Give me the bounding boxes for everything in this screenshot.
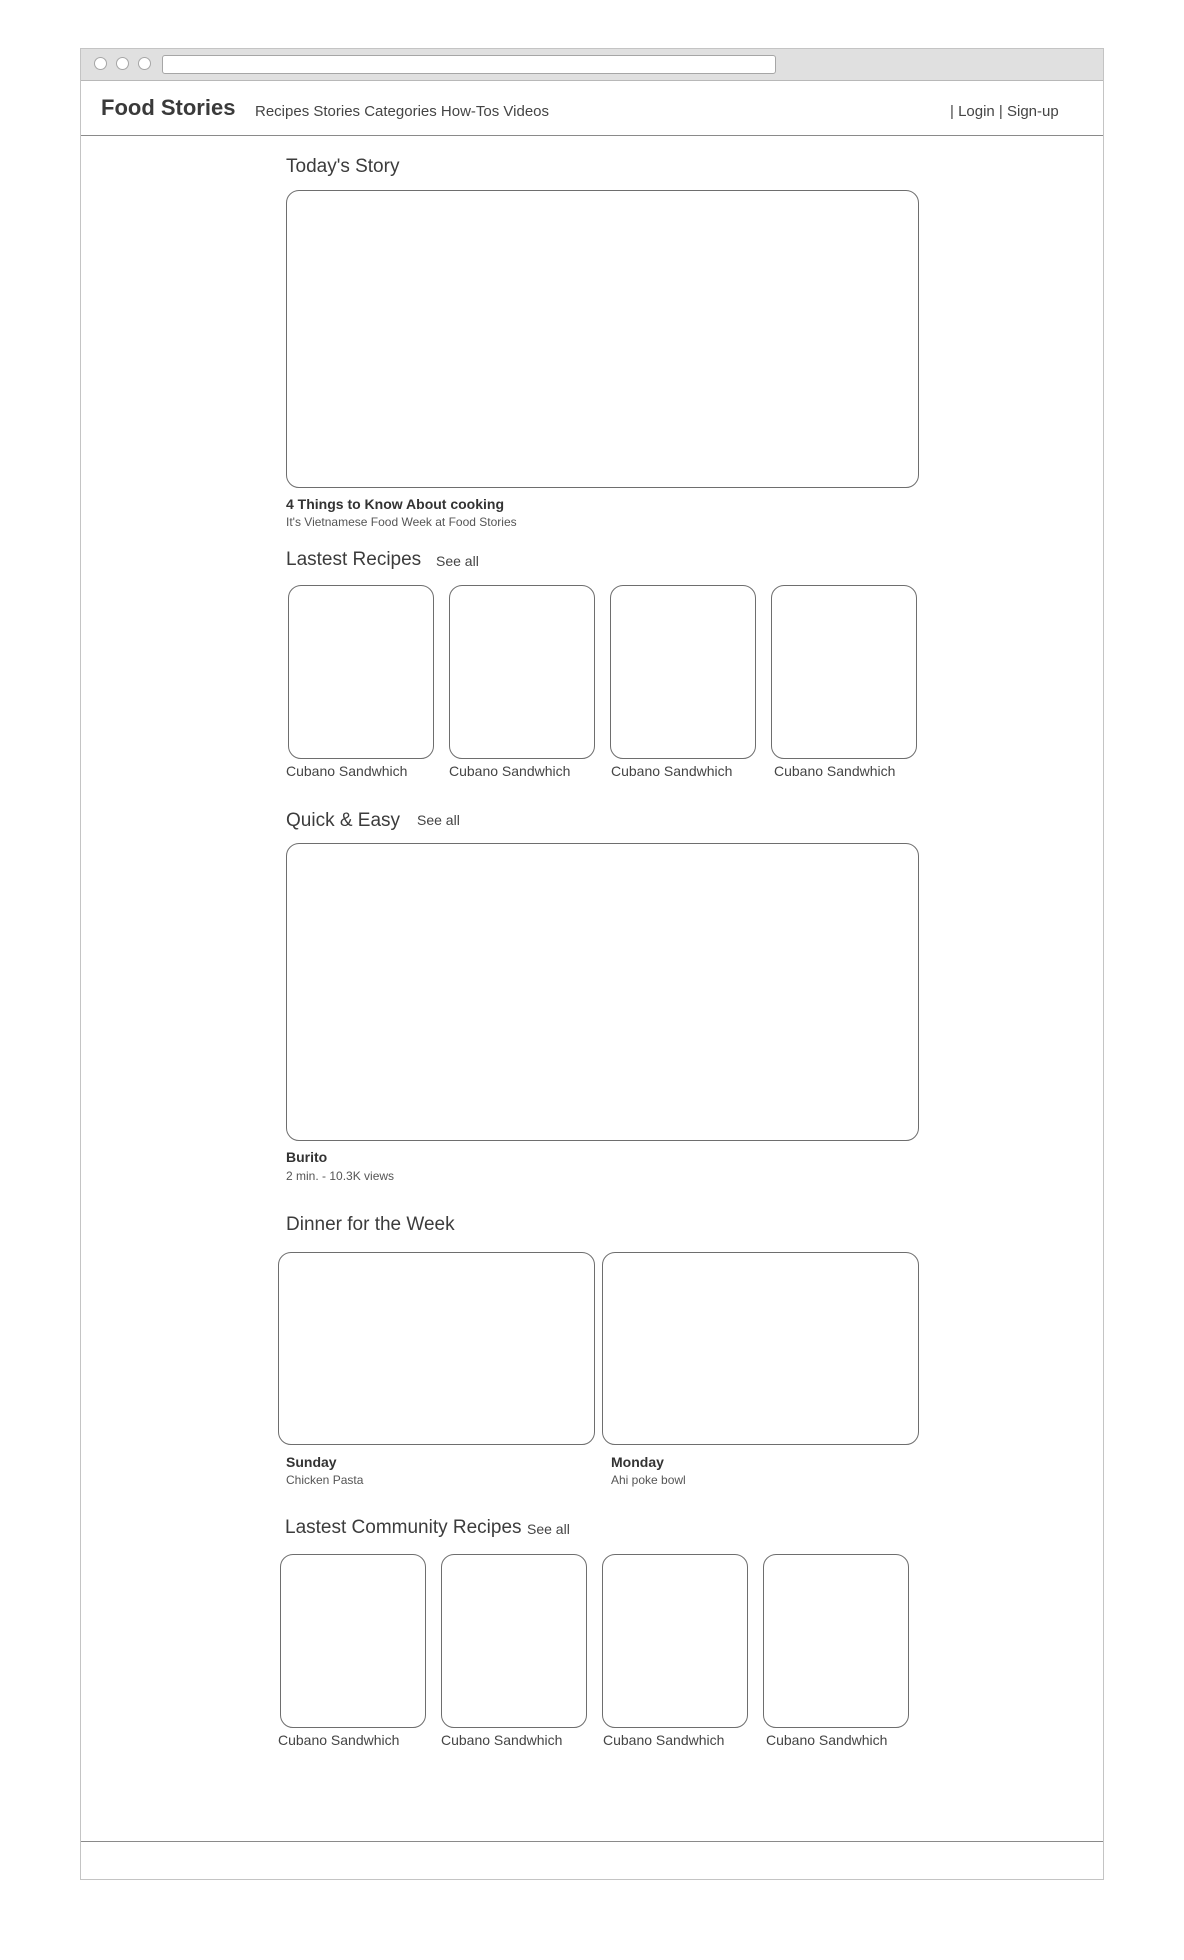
latest-recipes-see-all-link[interactable]: See all xyxy=(436,553,479,569)
recipe-card-image[interactable] xyxy=(449,585,595,759)
dinner-card-day[interactable]: Monday xyxy=(611,1454,664,1470)
latest-recipes-title: Lastest Recipes xyxy=(286,549,422,570)
recipe-card-label[interactable]: Cubano Sandwhich xyxy=(449,763,571,779)
site-logo[interactable]: Food Stories xyxy=(101,95,236,120)
community-card-image[interactable] xyxy=(602,1554,748,1728)
todays-story-title: Today's Story xyxy=(286,156,400,177)
quick-easy-title: Quick & Easy xyxy=(286,810,401,831)
main-nav-links[interactable]: Recipes Stories Categories How-Tos Videos xyxy=(255,103,550,120)
recipe-card-label[interactable]: Cubano Sandwhich xyxy=(611,763,733,779)
dinner-card-image[interactable] xyxy=(278,1252,595,1445)
address-bar[interactable] xyxy=(162,55,776,74)
dinner-card-day[interactable]: Sunday xyxy=(286,1454,337,1470)
community-card-label[interactable]: Cubano Sandwhich xyxy=(766,1732,888,1748)
community-card-image[interactable] xyxy=(763,1554,909,1728)
community-recipes-title: Lastest Community Recipes xyxy=(285,1517,522,1538)
community-card-image[interactable] xyxy=(441,1554,587,1728)
community-card-label[interactable]: Cubano Sandwhich xyxy=(441,1732,563,1748)
community-card-label[interactable]: Cubano Sandwhich xyxy=(278,1732,400,1748)
community-card-label[interactable]: Cubano Sandwhich xyxy=(603,1732,725,1748)
recipe-card-label[interactable]: Cubano Sandwhich xyxy=(774,763,896,779)
community-recipes-see-all-link[interactable]: See all xyxy=(527,1521,570,1537)
dinner-card-image[interactable] xyxy=(602,1252,919,1445)
todays-story-headline[interactable]: 4 Things to Know About cooking xyxy=(286,496,505,512)
quick-easy-meta: 2 min. - 10.3K views xyxy=(286,1169,395,1183)
window-maximize-button[interactable] xyxy=(138,57,151,70)
recipe-card-image[interactable] xyxy=(288,585,434,759)
recipe-card-image[interactable] xyxy=(771,585,917,759)
window-close-button[interactable] xyxy=(94,57,107,70)
auth-links[interactable]: | Login | Sign-up xyxy=(950,103,1059,120)
browser-titlebar xyxy=(81,49,1103,81)
dinner-card-dish: Ahi poke bowl xyxy=(611,1473,686,1487)
quick-easy-see-all-link[interactable]: See all xyxy=(417,812,460,828)
quick-easy-headline[interactable]: Burito xyxy=(286,1149,328,1165)
footer-divider xyxy=(81,1841,1103,1842)
window-minimize-button[interactable] xyxy=(116,57,129,70)
recipe-card-label[interactable]: Cubano Sandwhich xyxy=(286,763,408,779)
community-card-image[interactable] xyxy=(280,1554,426,1728)
header-divider xyxy=(81,135,1103,136)
dinner-week-title: Dinner for the Week xyxy=(286,1214,455,1235)
quick-easy-video[interactable] xyxy=(286,843,919,1141)
todays-story-image[interactable] xyxy=(286,190,919,488)
todays-story-subtitle: It's Vietnamese Food Week at Food Stories xyxy=(286,515,517,529)
browser-window xyxy=(80,48,1104,1880)
dinner-card-dish: Chicken Pasta xyxy=(286,1473,364,1487)
recipe-card-image[interactable] xyxy=(610,585,756,759)
